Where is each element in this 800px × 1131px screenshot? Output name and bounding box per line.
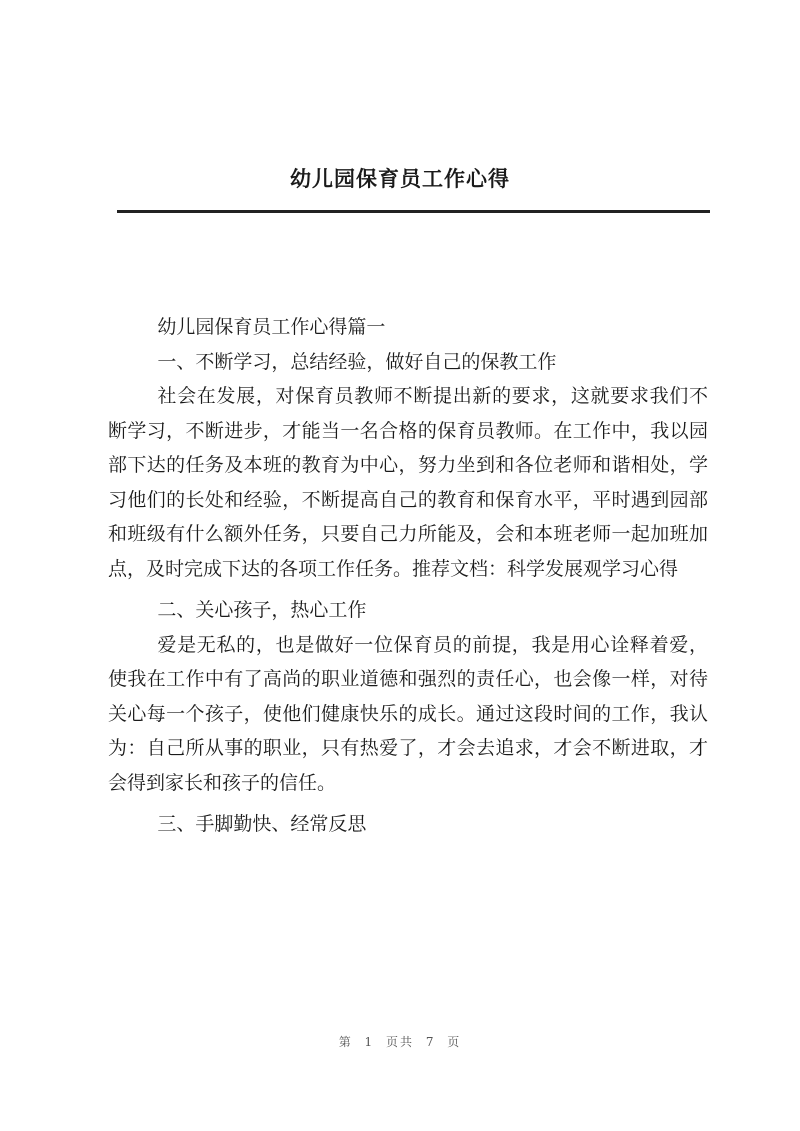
subsection-heading: 二、关心孩子，热心工作 (157, 599, 367, 621)
subsection-heading: 一、不断学习，总结经验，做好自己的保教工作 (157, 350, 557, 373)
document-title: 幼儿园保育员工作心得 (290, 167, 510, 191)
section-heading: 幼儿园保育员工作心得篇一 (157, 316, 386, 338)
page-number-footer: 第 1 页共 7 页 (338, 1035, 462, 1049)
body-paragraph: 社会在发展，对保育员教师不断提出新的要求，这就要求我们不断学习，不断进步，才能当一名合格的保育员教师。在工作中，我以园部下达的任务及本班的教育为中心，努力坐到和各位老师和谐相处，学习他们的长处和经验，不断提高自己的教育和保育水平，平时遇到园部和班级有什么额外任务，只要自己力所能及，会和本班老师一起加班加点，及时完成下达的各项工作任务。推荐文档：科学发展观学习心得 (108, 385, 708, 580)
document-body (108, 310, 708, 842)
subsection-heading: 三、手脚勤快、经常反思 (157, 813, 367, 835)
title-underline (117, 210, 710, 213)
body-paragraph: 爱是无私的，也是做好一位保育员的前提，我是用心诠释着爱，使我在工作中有了高尚的职业道德和强烈的责任心，也会像一样，对待关心每一个孩子，使他们健康快乐的成长。通过这段时间的工作，我认为：自己所从事的职业，只有热爱了，才会去追求，才会不断进取，才会得到家长和孩子的信任。 (108, 633, 708, 794)
